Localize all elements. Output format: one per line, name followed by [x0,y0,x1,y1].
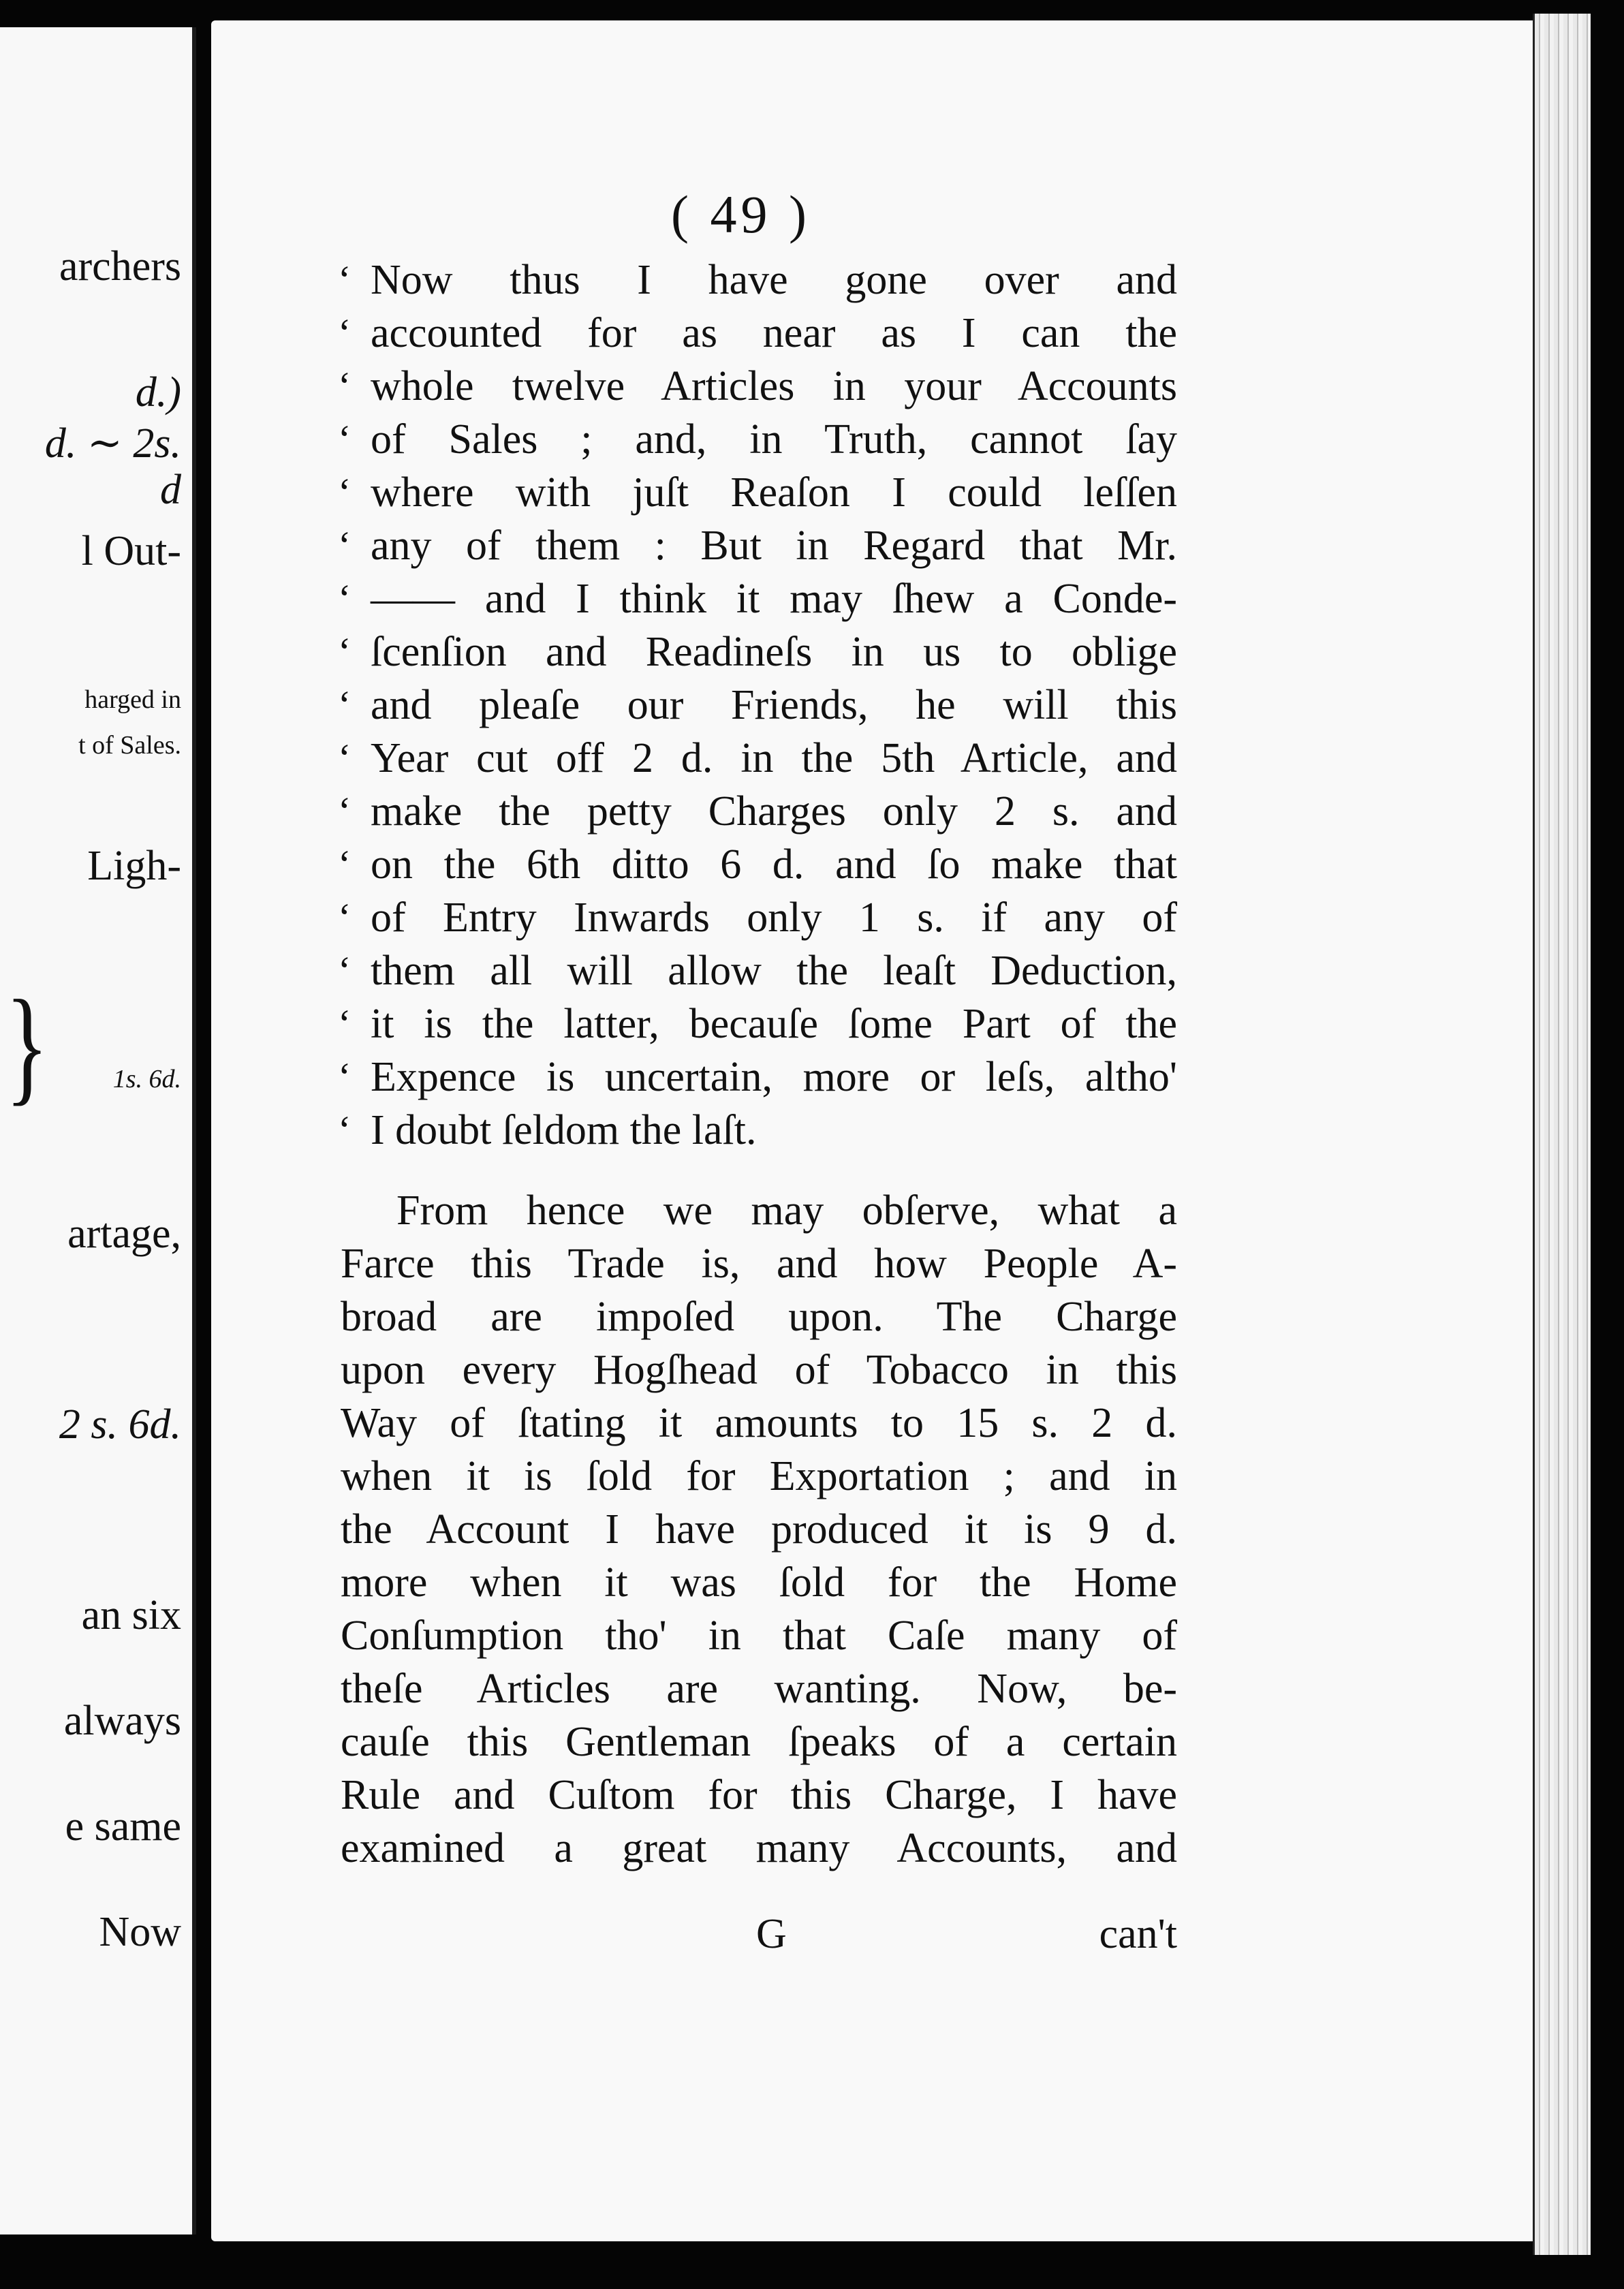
text-line [341,1397,1177,1450]
quote-mark: ‘ [338,1108,352,1152]
text-line [338,679,1177,732]
text-line [338,838,1177,891]
text-line [341,1450,1177,1503]
text-line [338,572,1177,625]
line-text: accounted for as near as I can the [371,310,1177,356]
text-line [338,891,1177,944]
quote-mark: ‘ [338,895,352,939]
text-line [341,1343,1177,1397]
line-text: broad are impoſed upon. The Charge [341,1294,1177,1340]
facing-page-line: always [63,1698,181,1744]
quote-mark: ‘ [338,576,352,621]
line-text: where with juſt Reaſon I could leſſen [371,469,1177,516]
text-line [341,1503,1177,1556]
text-line [338,785,1177,838]
text-line [338,466,1177,519]
quote-mark: ‘ [338,736,352,780]
facing-page-line: 2 s. 6d. [59,1401,181,1448]
facing-page-line: an six [81,1592,181,1638]
quote-mark: ‘ [338,1055,352,1099]
line-text: Rule and Cuſtom for this Charge, I have [341,1772,1177,1818]
facing-page-line: t of Sales. [78,731,181,760]
text-line [338,307,1177,360]
brace-mark: } [5,974,49,1117]
text-line [338,519,1177,572]
quote-mark: ‘ [338,683,352,727]
quote-mark: ‘ [338,364,352,408]
text-line [341,1556,1177,1609]
facing-page-line: Ligh- [87,843,181,889]
quote-mark: ‘ [338,258,352,302]
facing-page-line: d. ∼ 2s. [44,420,181,467]
text-line [341,1769,1177,1822]
line-text: any of them : But in Regard that Mr. [371,523,1177,569]
page-footer [341,1908,1177,1961]
line-text: Conſumption tho' in that Caſe many of [341,1613,1177,1659]
text-line [338,625,1177,679]
facing-page-line: 1s. 6d. [112,1065,181,1093]
line-text: —— and I think it may ſhew a Conde- [371,576,1177,622]
facing-page-line: harged in [84,685,181,714]
line-text: theſe Articles are wanting. Now, be- [341,1666,1177,1712]
quote-mark: ‘ [338,948,352,993]
line-text: Way of ſtating it amounts to 15 s. 2 d. [341,1400,1177,1446]
quote-mark: ‘ [338,842,352,886]
line-text: of Sales ; and, in Truth, cannot ſay [371,416,1177,463]
line-text: examined a great many Accounts, and [341,1825,1177,1871]
line-text: Expence is uncertain, more or leſs, altho' [371,1054,1177,1100]
text-line [338,360,1177,413]
text-line [338,997,1177,1050]
text-line [341,1290,1177,1343]
page-number: ( 49 ) [671,185,811,244]
text-line [341,1822,1177,1875]
line-text: Now thus I have gone over and [371,257,1177,303]
text-line [338,253,1177,307]
line-text: it is the latter, becauſe ſome Part of the [371,1001,1177,1047]
text-line [341,1609,1177,1662]
facing-page-left [0,27,196,2234]
line-text: make the petty Charges only 2 s. and [371,788,1177,835]
quote-mark: ‘ [338,470,352,514]
line-text: when it is ſold for Exportation ; and in [341,1453,1177,1499]
facing-page-line: e same [65,1803,181,1850]
line-text: whole twelve Articles in your Accounts [371,363,1177,409]
text-line [338,413,1177,466]
text-line [338,1050,1177,1104]
quote-mark: ‘ [338,311,352,355]
quote-mark: ‘ [338,523,352,567]
text-line [341,1662,1177,1715]
quote-mark: ‘ [338,417,352,461]
line-text: ſcenſion and Readineſs in us to oblige [371,629,1177,675]
text-line [338,944,1177,997]
line-text: Farce this Trade is, and how People A- [341,1241,1177,1287]
line-text: upon every Hogſhead of Tobacco in this [341,1347,1177,1393]
catchword: can't [1099,1911,1177,1957]
quote-mark: ‘ [338,1001,352,1046]
text-line [341,1184,1177,1237]
facing-page-line: Now [99,1909,181,1955]
line-text: on the 6th ditto 6 d. and ſo make that [371,841,1177,888]
line-text: of Entry Inwards only 1 s. if any of [371,894,1177,941]
line-text: more when it was ſold for the Home [341,1559,1177,1606]
line-text: Year cut off 2 d. in the 5th Article, and [371,735,1177,781]
quote-mark: ‘ [338,789,352,833]
facing-page-line: artage, [67,1211,181,1257]
line-text: the Account I have produced it is 9 d. [341,1506,1177,1553]
facing-page-line: d [160,467,181,513]
facing-page-line: l Out- [81,528,181,574]
signature-mark: G [756,1911,787,1957]
line-text: From hence we may obſerve, what a [396,1187,1177,1234]
quote-mark: ‘ [338,629,352,674]
text-line [338,732,1177,785]
text-line [341,1715,1177,1769]
page-edges [1533,14,1591,2255]
text-line [341,1237,1177,1290]
facing-page-line: d.) [135,369,181,416]
body-text [338,253,1177,1875]
line-text: I doubt ſeldom the laſt. [371,1107,757,1153]
line-text: cauſe this Gentleman ſpeaks of a certain [341,1719,1177,1765]
line-text: and pleaſe our Friends, he will this [371,682,1177,728]
line-text: them all will allow the leaſt Deduction, [371,948,1177,994]
text-line [338,1104,1177,1157]
facing-page-line: archers [59,243,181,290]
